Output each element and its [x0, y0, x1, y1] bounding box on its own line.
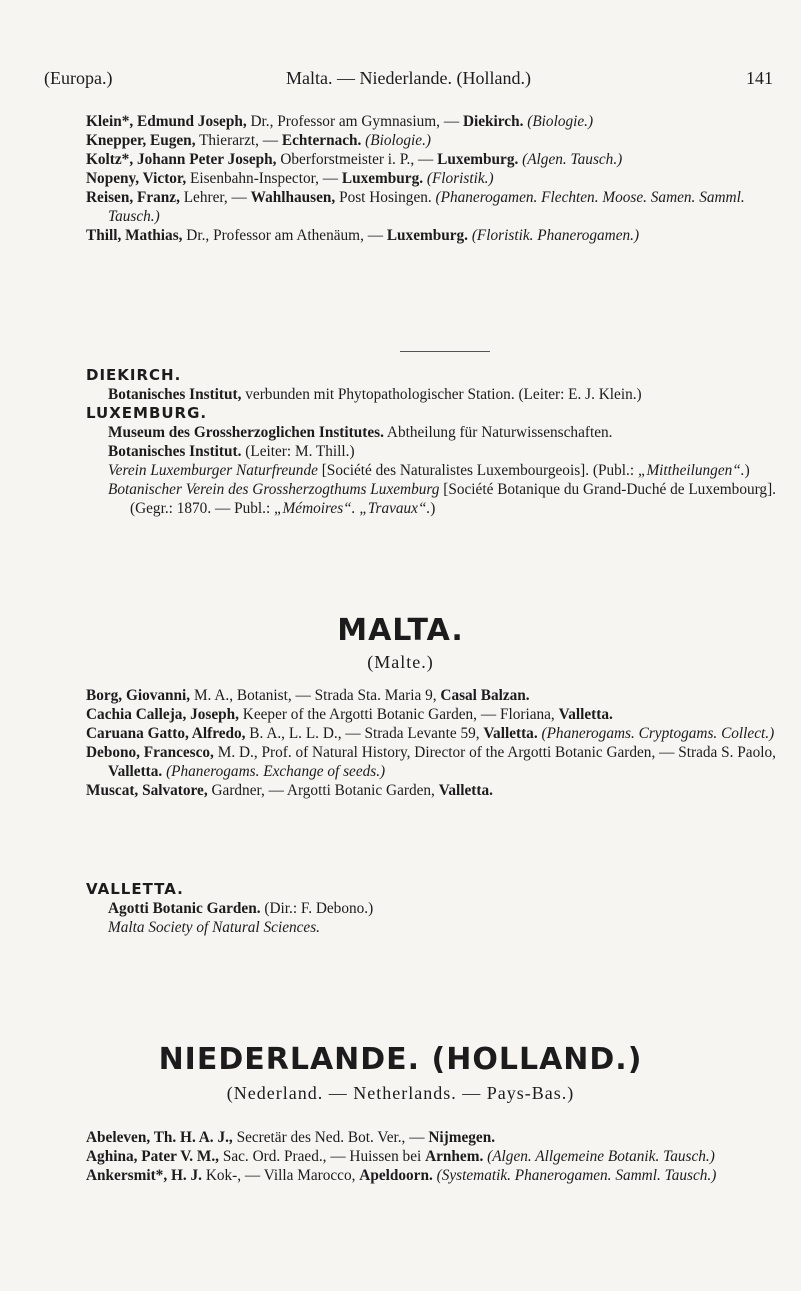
list-item: Thill, Mathias, Dr., Professor am Athenäum, — Luxemburg. (Floristik. Phanerogamen.) — [86, 227, 640, 244]
list-item: Reisen, Franz, Lehrer, — Wahlhausen, Post Hosingen. (Phanerogamen. Flechten. Moose. Samen. Samml. Tausch.) — [86, 189, 745, 225]
place-heading-valletta: VALLETTA. — [86, 880, 184, 898]
list-item: Caruana Gatto, Alfredo, B. A., L. L. D., — Strada Levante 59, Valletta. (Phanerogams. Cryptogams. Collect.) — [86, 725, 775, 742]
institution-entry: Botanischer Verein des Grossherzogthums Luxemburg [Société Botanique du Grand-Duché de Luxembourg]. (Gegr.: 1870. — Publ.: „Mémoires“. „Travaux“.) — [108, 481, 776, 517]
netherlands-persons-list — [86, 1128, 776, 1185]
institution-entry: Malta Society of Natural Sciences. — [108, 919, 320, 936]
list-item: Muscat, Salvatore, Gardner, — Argotti Botanic Garden, Valletta. — [86, 782, 493, 799]
list-item: Ankersmit*, H. J. Kok-, — Villa Marocco, Apeldoorn. (Systematik. Phanerogamen. Samml. Tausch.) — [86, 1167, 717, 1184]
list-item: Klein*, Edmund Joseph, Dr., Professor am Gymnasium, — Diekirch. (Biologie.) — [86, 113, 594, 130]
place-heading-luxemburg: LUXEMBURG. — [86, 404, 208, 422]
header-region: (Europa.) — [44, 68, 113, 88]
institution-entry: Botanisches Institut. (Leiter: M. Thill.) — [108, 443, 355, 460]
section-subtitle-netherlands: (Nederland. — Netherlands. — Pays-Bas.) — [226, 1083, 575, 1103]
list-item: Abeleven, Th. H. A. J., Secretär des Ned. Bot. Ver., — Nijmegen. — [86, 1129, 496, 1146]
header-title: Malta. — Niederlande. (Holland.) — [286, 68, 531, 88]
list-item: Nopeny, Victor, Eisenbahn-Inspector, — Luxemburg. (Floristik.) — [86, 170, 494, 187]
section-title-netherlands: NIEDERLANDE. (HOLLAND.) — [158, 1042, 643, 1077]
luxembourg-institutions — [86, 366, 776, 518]
list-item: Aghina, Pater V. M., Sac. Ord. Praed., — Huissen bei Arnhem. (Algen. Allgemeine Botanik. Tausch.) — [86, 1148, 715, 1165]
list-item: Debono, Francesco, M. D., Prof. of Natural History, Director of the Argotti Botanic Garden, — Strada S. Paolo, Valletta. (Phanerogams. Exchange of seeds.) — [86, 744, 776, 780]
divider — [400, 351, 490, 352]
institution-entry: Agotti Botanic Garden. (Dir.: F. Debono.) — [108, 900, 374, 917]
page-number: 141 — [746, 68, 773, 88]
list-item: Borg, Giovanni, M. A., Botanist, — Strada Sta. Maria 9, Casal Balzan. — [86, 687, 530, 704]
institution-entry: Museum des Grossherzoglichen Institutes. Abtheilung für Naturwissenschaften. — [108, 424, 613, 441]
malta-persons-list — [86, 686, 776, 800]
section-subtitle-malta: (Malte.) — [367, 652, 434, 672]
institution-entry: Botanisches Institut, verbunden mit Phytopathologischer Station. (Leiter: E. J. Klein.) — [108, 386, 642, 403]
page-header — [44, 68, 773, 92]
institution-entry: Verein Luxemburger Naturfreunde [Société des Naturalistes Luxembourgeois]. (Publ.: „Mittheilungen“.) — [108, 462, 750, 479]
section-title-malta: MALTA. — [337, 613, 464, 648]
list-item: Cachia Calleja, Joseph, Keeper of the Argotti Botanic Garden, — Floriana, Valletta. — [86, 706, 613, 723]
list-item: Knepper, Eugen, Thierarzt, — Echternach. (Biologie.) — [86, 132, 432, 149]
malta-institutions — [86, 880, 776, 937]
list-item: Koltz*, Johann Peter Joseph, Oberforstmeister i. P., — Luxemburg. (Algen. Tausch.) — [86, 151, 623, 168]
place-heading-diekirch: DIEKIRCH. — [86, 366, 182, 384]
luxembourg-persons-list — [86, 112, 776, 245]
